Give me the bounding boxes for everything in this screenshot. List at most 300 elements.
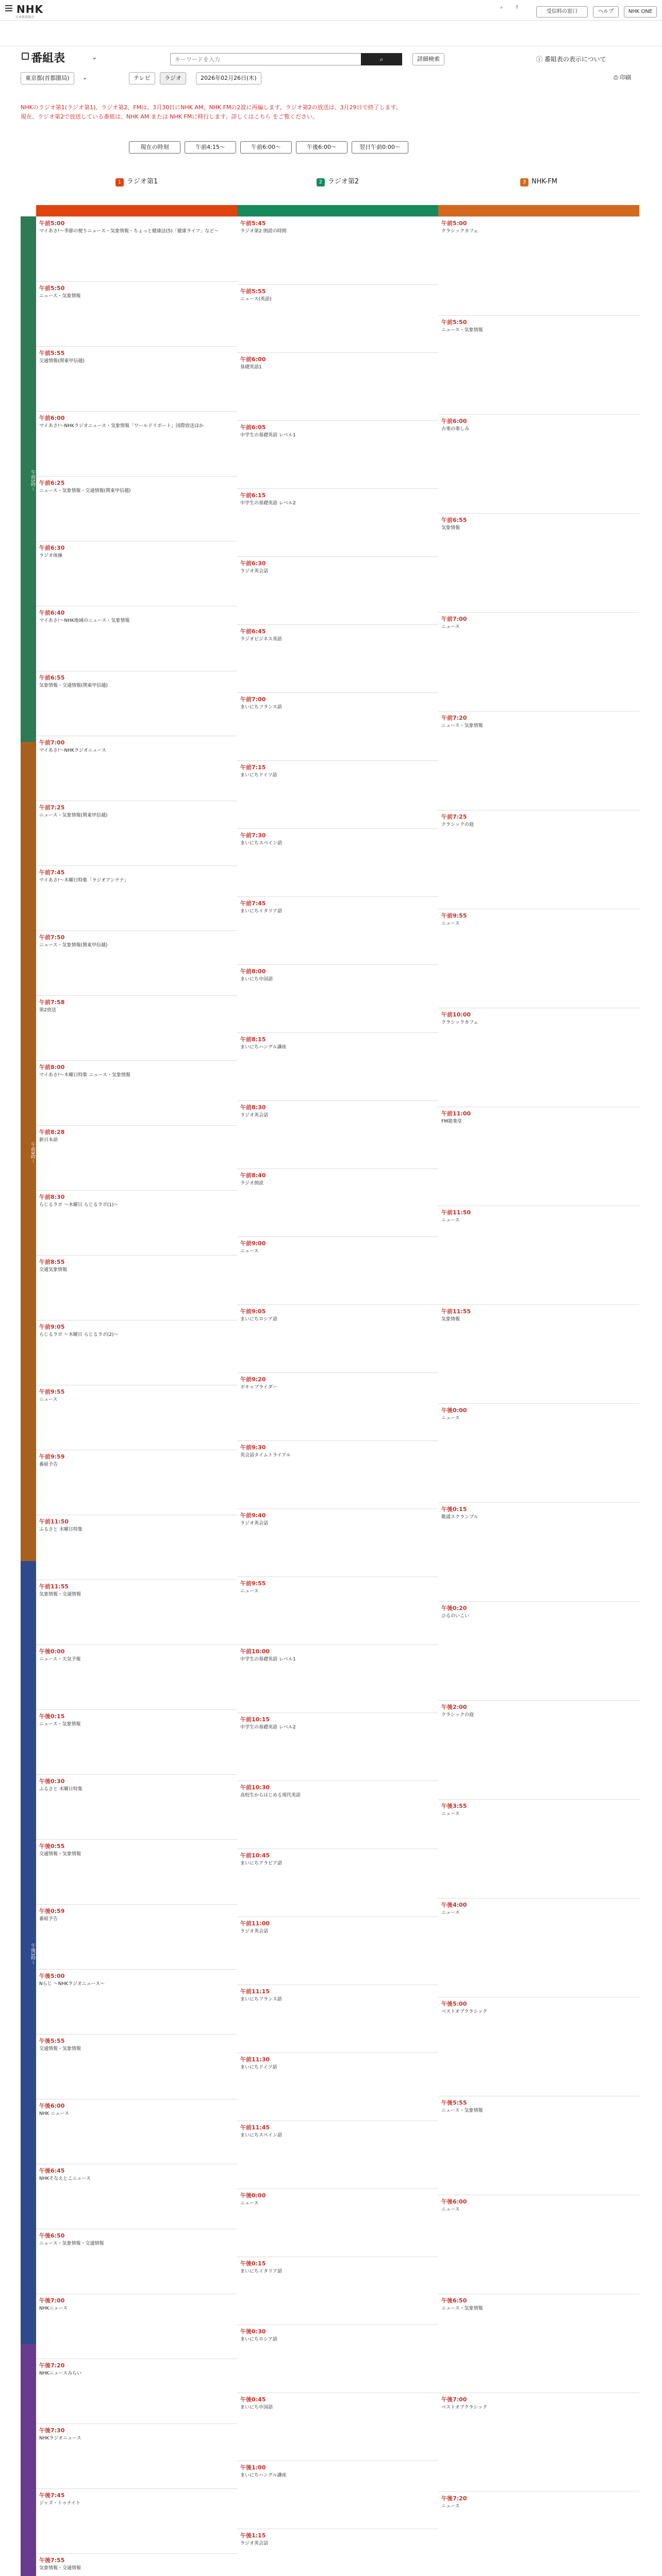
program-item[interactable] [36,2359,237,2424]
program-title: 交通情報(関東甲信越) [39,359,85,364]
program-time: 午前5:50 [39,285,65,292]
program-time: 午後6:50 [39,2232,65,2239]
program-item[interactable] [36,1709,237,1774]
program-title: 中学生の基礎英語 レベル1 [240,1657,296,1662]
program-title: ラジオ英会話 [240,2541,269,2546]
channel-color-bar-fm [438,205,639,216]
time-segment: 午前9時〜 [21,742,36,1561]
program-title: 中学生の基礎英語 レベル2 [240,1725,296,1730]
program-time: 午前8:30 [39,1194,65,1200]
program-item[interactable] [237,1985,438,2053]
program-item[interactable] [237,1304,438,1372]
program-title: ニュース・天気予報 [39,1657,81,1662]
program-item[interactable] [438,1502,639,1601]
program-time: 午前9:55 [39,1388,65,1395]
program-time: 午後0:15 [39,1713,65,1720]
program-title: 英会話タイムトライアル [240,1453,291,1458]
program-time: 午前10:00 [240,1648,270,1655]
program-time: 午前11:15 [240,1988,270,1995]
schedule-column-r2 [237,216,438,2576]
program-time: 午後6:45 [39,2167,65,2174]
program-time: 午後3:55 [441,1803,467,1809]
logo-sub: 日本放送協会 [15,15,35,19]
program-item[interactable] [36,1515,237,1580]
program-item[interactable] [237,1509,438,1577]
program-time: 午前9:40 [240,1512,266,1519]
program-title: NHKニュース [39,2306,68,2311]
jump-1800[interactable]: 午後6:00〜 [296,141,347,154]
program-time: 午前7:25 [441,814,467,820]
program-title: ニュース・気象情報 [441,2306,483,2311]
program-title: 古楽の楽しみ [441,427,470,432]
program-title: クラシックカフェ [441,229,478,234]
program-item[interactable] [438,1799,639,1898]
program-item[interactable] [36,2424,237,2488]
program-title: ニュース・気象情報 [441,328,483,333]
program-item[interactable] [237,1917,438,1985]
program-time: 午前11:30 [240,2056,270,2063]
program-item[interactable] [36,1385,237,1450]
program-item[interactable] [237,216,438,284]
program-time: 午前9:05 [240,1308,266,1315]
program-time: 午前5:00 [441,220,467,227]
program-time: 午後0:30 [240,2328,266,2335]
program-title: まいにちイタリア語 [240,909,283,914]
program-item[interactable] [36,1320,237,1385]
program-title: ラジオビジネス英語 [240,637,282,642]
program-item[interactable] [36,346,237,411]
program-title: まいにちドイツ語 [240,773,277,778]
program-item[interactable] [237,1032,438,1100]
program-title: ニュース・気象情報 [39,1722,81,1727]
channel-color-bar-r2 [237,205,438,216]
tab-radio[interactable]: ラジオ [160,72,186,84]
page-title: 番組表 [31,52,65,65]
jump-next-day[interactable]: 翌日午前0:00〜 [352,141,408,154]
program-title: 番組予告 [39,1917,58,1922]
program-item[interactable] [36,476,237,541]
program-time: 午後7:00 [39,2297,65,2304]
program-title: ニュース・気象情報・交通情報(関東甲信越) [39,488,131,494]
program-item[interactable] [36,2294,237,2359]
display-help-link[interactable]: ⓘ 番組表の表示について [536,56,606,63]
program-time: 午前11:00 [240,1920,270,1927]
program-item[interactable] [36,1580,237,1645]
program-item[interactable] [237,2257,438,2325]
program-item[interactable] [438,1107,639,1206]
program-item[interactable] [36,1839,237,1904]
program-item[interactable] [438,2096,639,2195]
program-time: 午前5:00 [39,220,65,227]
program-title: まいにちドイツ語 [240,2065,277,2070]
program-item[interactable] [36,541,237,606]
program-item[interactable] [237,284,438,352]
program-item[interactable] [237,2461,438,2529]
program-item[interactable] [438,513,639,612]
nhk-logo[interactable]: NHK [16,3,43,15]
program-item[interactable] [237,760,438,828]
schedule-column-fm [438,216,639,2576]
program-item[interactable] [36,801,237,866]
program-item[interactable] [237,1440,438,1509]
program-title: 交通情報・気象情報 [39,2046,81,2052]
notice-line-2: 現在、ラジオ第2で放送している番組は、NHK AM または NHK FMに移行します。詳しくはこちら をご覧ください。 [21,113,318,120]
program-item[interactable] [36,1450,237,1515]
program-item[interactable] [36,995,237,1060]
program-time: 午前5:45 [240,220,266,227]
program-item[interactable] [237,352,438,420]
program-title: 気象情報 [441,1317,460,1322]
program-item[interactable] [237,2325,438,2393]
program-title: FM能楽堂 [441,1119,462,1124]
program-title: マイあさ!〜NHKラジオニュース・気象情報「ワールドリポート」国際放送ほか [39,423,204,429]
program-item[interactable] [438,2393,639,2492]
program-title: ニュース [441,1811,460,1817]
program-item[interactable] [438,1898,639,1997]
chevron-down-icon[interactable]: ⌄ [92,54,97,61]
program-title: ラジオ英会話 [240,1929,269,1934]
program-title: ラジオ英会話 [240,569,269,574]
program-title: マイあさ!〜NHKラジオニュース [39,748,107,753]
sub-bar [0,21,662,65]
display-help-label: 番組表の表示について [544,56,606,63]
program-title: ベストオブクラシック [441,2405,488,2410]
program-item[interactable] [36,2229,237,2294]
area-select[interactable]: 東京都(首都圏局) [21,72,74,84]
program-time: 午前11:50 [441,1209,471,1216]
program-item[interactable] [237,488,438,556]
program-title: 気象情報 [441,526,460,531]
program-title: ふるさと 木曜日特集 [39,1787,82,1792]
program-time: 午後1:15 [240,2532,266,2539]
program-time: 午後6:50 [441,2297,467,2304]
channel-head-r1 [36,175,237,189]
program-time: 午前6:00 [441,418,467,425]
program-item[interactable] [36,1190,237,1255]
program-item[interactable] [237,692,438,760]
program-item[interactable] [36,411,237,476]
program-item[interactable] [438,216,639,315]
program-title: マイあさ!〜木曜日特集 ニュース・気象情報 [39,1073,130,1078]
program-title: 高校生からはじめる現代英語 [240,1793,301,1798]
program-time: 午前5:55 [240,288,266,295]
program-item[interactable] [438,612,639,711]
channel-badge: 1 [115,178,124,187]
program-title: ラジオ第2 朗読の時間 [240,229,287,234]
program-item[interactable] [237,1781,438,1849]
program-time: 午後0:00 [441,1407,467,1414]
program-item[interactable] [36,1774,237,1839]
help-icon[interactable]: ? [516,5,518,10]
program-item[interactable] [36,930,237,995]
time-segment [21,2344,36,2576]
program-time: 午後0:15 [240,2260,266,2267]
jump-0415[interactable]: 午前4:15〜 [185,141,236,154]
program-time: 午前11:50 [39,1518,69,1525]
program-time: 午前7:58 [39,999,65,1006]
program-time: 午前11:45 [240,2124,270,2131]
date-select[interactable]: 2026年02月26日(木) [196,72,261,84]
program-title: ニュース [441,2207,460,2212]
program-time: 午前11:00 [441,1110,471,1117]
program-item[interactable] [36,2488,237,2553]
receive-fee-link[interactable]: 受信料の窓口 [536,6,588,18]
program-item[interactable] [36,671,237,736]
program-item[interactable] [237,964,438,1032]
program-title: 第2放送 [39,1008,56,1013]
program-time: 午前7:30 [240,832,266,839]
program-time: 午前7:15 [240,764,266,771]
program-title: NHKラジオニュース [39,2436,81,2441]
program-title: まいにちフランス語 [240,705,282,710]
program-time: 午後0:30 [39,1778,65,1785]
program-title: 歌謡スクランブル [441,1515,478,1520]
program-title: ふるさと 木曜日特集 [39,1527,82,1532]
program-item[interactable] [36,1125,237,1190]
program-time: 午後5:55 [441,2099,467,2106]
program-time: 午後5:55 [39,2038,65,2044]
program-time: 午前5:50 [441,319,467,326]
program-time: 午後4:00 [441,1902,467,1908]
program-title: ラジオ英会話 [240,1113,269,1118]
notice [21,103,641,137]
program-time: 午前7:00 [39,739,65,746]
channel-name: ラジオ第2 [327,178,359,185]
program-item[interactable] [438,2195,639,2294]
program-item[interactable] [237,2053,438,2121]
program-item[interactable] [438,1601,639,1700]
program-time: 午後0:15 [441,1506,467,1513]
program-title: NHK ニュース [39,2111,69,2116]
program-title: まいにちロシア語 [240,1317,278,1322]
program-item[interactable] [36,1645,237,1709]
program-title: ラジオ体操 [39,553,63,558]
program-item[interactable] [237,1168,438,1236]
program-time: 午前10:30 [240,1784,270,1791]
program-item[interactable] [36,866,237,930]
program-item[interactable] [237,2529,438,2576]
program-time: 午後1:00 [240,2464,266,2471]
program-title: ニュース・気象情報 [39,294,81,299]
program-time: 午後7:20 [441,2495,467,2502]
program-item[interactable] [237,1577,438,1645]
program-item[interactable] [237,2121,438,2189]
program-title: ニュース [441,1910,460,1916]
program-item[interactable] [237,1100,438,1168]
program-title: まいにちハングル講座 [240,1045,287,1050]
program-time: 午前10:15 [240,1716,270,1723]
program-title: 番組予告 [39,1462,58,1467]
program-time: 午前7:00 [240,696,266,703]
program-time: 午後6:00 [441,2198,467,2205]
program-item[interactable] [438,1403,639,1502]
program-item[interactable] [438,1008,639,1107]
program-title: NHKそなえとこニュース [39,2176,91,2181]
nhk-one-link[interactable]: NHK ONE [624,6,657,18]
program-item[interactable] [438,1997,639,2096]
program-title: 交通情報・気象情報 [39,1852,81,1857]
program-time: 午前8:55 [39,1259,65,1265]
schedule-column-r1 [36,216,237,2576]
program-time: 午前8:15 [240,1036,266,1043]
program-title: ニュース [240,1249,259,1254]
program-time: 午前9:00 [240,1240,266,1247]
program-time: 午前11:55 [39,1583,69,1590]
program-time: 午前7:20 [441,715,467,721]
program-title: ニュース [441,2504,460,2509]
program-item[interactable] [438,315,639,414]
program-time: 午前9:59 [39,1453,65,1460]
program-time: 午後5:00 [441,2001,467,2007]
channel-badge: 2 [317,178,325,187]
program-title: Nらじ 〜NHKラジオニュース〜 [39,1981,105,1987]
jump-now[interactable]: 現在の時刻 [129,141,180,154]
program-item[interactable] [237,624,438,692]
program-time: 午後7:20 [39,2362,65,2369]
print-button[interactable]: ⎙ 印刷 [614,74,632,81]
grid-icon [22,53,29,60]
program-time: 午後7:30 [39,2427,65,2434]
program-time: 午前9:55 [441,912,467,919]
program-item[interactable] [237,1372,438,1440]
program-title: まいにちイタリア語 [240,2269,283,2274]
help-link[interactable]: ヘルプ [593,6,619,18]
program-title: 気象情報・交通情報 [39,2566,81,2571]
program-title: ラジオ朗読 [240,1181,264,1186]
program-item[interactable] [237,1236,438,1304]
program-title: ニュース・気象情報(関東甲信越) [39,943,108,948]
detail-search-button[interactable]: 詳細検索 [412,53,444,65]
tab-tv[interactable]: テレビ [129,72,155,84]
program-item[interactable] [438,414,639,513]
program-time: 午後7:55 [39,2557,65,2564]
program-item[interactable] [36,2099,237,2164]
program-title: ニュース [441,1218,460,1223]
program-title: ニュース [240,1589,259,1594]
program-title: 気象情報・交通情報 [39,1592,81,1597]
program-item[interactable] [237,420,438,488]
program-title: 新日本語 [39,1138,58,1143]
program-item[interactable] [237,828,438,896]
program-title: ニュース・気象情報(関東甲信越) [39,813,108,818]
jump-0600[interactable]: 午前6:00〜 [240,141,292,154]
program-item[interactable] [36,2034,237,2099]
program-item[interactable] [36,736,237,801]
program-time: 午前10:00 [441,1011,471,1018]
program-item[interactable] [36,2553,237,2576]
program-time: 午前5:55 [39,350,65,357]
program-time: 午後0:45 [240,2396,266,2403]
program-title: クラシックカフェ [441,1020,478,1025]
menu-icon[interactable] [5,5,12,11]
program-title: らじるラボ 〜木曜日 らじるラボ(1)〜 [39,1202,119,1208]
program-item[interactable] [237,1713,438,1781]
program-item[interactable] [438,2492,639,2576]
program-item[interactable] [36,281,237,346]
program-time: 午前6:55 [39,674,65,681]
program-item[interactable] [36,1255,237,1320]
channel-head-r2 [237,175,438,189]
program-time: 午後0:59 [39,1908,65,1914]
program-item[interactable] [237,556,438,624]
channel-head-fm [438,175,639,189]
program-time: 午後5:00 [39,1973,65,1979]
program-item[interactable] [36,216,237,281]
channel-badge: 3 [520,178,528,187]
search-button[interactable]: ⌕ [361,53,402,65]
program-title: クラシックの庭 [441,1713,474,1718]
program-item[interactable] [438,1304,639,1403]
program-time: 午前6:15 [240,492,266,499]
program-title: らじるラボ 〜木曜日 らじるラボ(2)〜 [39,1332,119,1337]
program-time: 午後0:00 [39,1648,65,1655]
channel-color-bar-r1 [36,205,237,216]
chevron-down-icon[interactable]: ⌄ [82,74,88,81]
program-time: 午前9:55 [240,1580,266,1587]
program-item[interactable] [36,606,237,671]
search-icon[interactable]: ⌕ [500,5,503,10]
program-time: 午前8:00 [39,1064,65,1071]
channel-name: ラジオ第1 [126,178,158,185]
program-title: ニュース・気象情報 [441,723,483,728]
program-title: ニュース [240,2201,259,2206]
program-item[interactable] [36,1969,237,2034]
program-title: 中学生の基礎英語 レベル1 [240,433,296,438]
program-title: ニュース [441,921,460,926]
program-item[interactable] [438,1206,639,1304]
program-time: 午前6:25 [39,480,65,486]
program-time: 午後0:55 [39,1843,65,1850]
program-title: 気象情報・交通情報(関東甲信越) [39,683,108,688]
program-item[interactable] [237,2393,438,2461]
program-time: 午前6:40 [39,609,65,616]
program-title: 中学生の基礎英語 レベル2 [240,501,296,506]
program-time: 午後6:00 [39,2103,65,2109]
program-item[interactable] [36,2164,237,2229]
program-item[interactable] [438,810,639,909]
program-title: まいにち中国語 [240,2405,273,2410]
program-title: まいにちフランス語 [240,1997,282,2002]
program-title: ニュース [441,624,460,630]
program-item[interactable] [36,1060,237,1125]
program-time: 午前6:55 [441,517,467,523]
program-title: ニュース [441,1416,460,1421]
program-item[interactable] [237,1849,438,1917]
program-item[interactable] [36,1904,237,1969]
program-title: ラジオ英会話 [240,1521,269,1526]
program-item[interactable] [438,711,639,810]
program-item[interactable] [237,2189,438,2257]
program-item[interactable] [438,1700,639,1799]
time-segment: 午前5時〜 [21,216,36,742]
time-segment: 午後3時〜 [21,1561,36,2344]
notice-line-1: NHKのラジオ第1(ラジオ第1)、ラジオ第2、FMは、3月30日にNHK AM、NHK FMの2波に再編します。ラジオ第2の放送は、3月29日で終了します。 [21,104,402,111]
program-title: ベストオブクラシック [441,2009,488,2014]
program-time: 午前7:45 [39,869,65,876]
program-item[interactable] [237,1645,438,1713]
program-item[interactable] [438,909,639,1008]
program-title: NHKニュースみらい [39,2371,81,2376]
print-label: 印刷 [620,74,632,81]
program-title: マイあさ!〜木曜日特集「ラジオアンテナ」 [39,878,129,883]
program-time: 午後7:00 [441,2396,467,2403]
program-title: まいにちロシア語 [240,2337,278,2342]
program-item[interactable] [438,2294,639,2393]
program-time: 午後7:45 [39,2492,65,2499]
program-item[interactable] [237,896,438,964]
program-time: 午前10:45 [240,1852,270,1859]
program-time: 午前7:25 [39,804,65,811]
